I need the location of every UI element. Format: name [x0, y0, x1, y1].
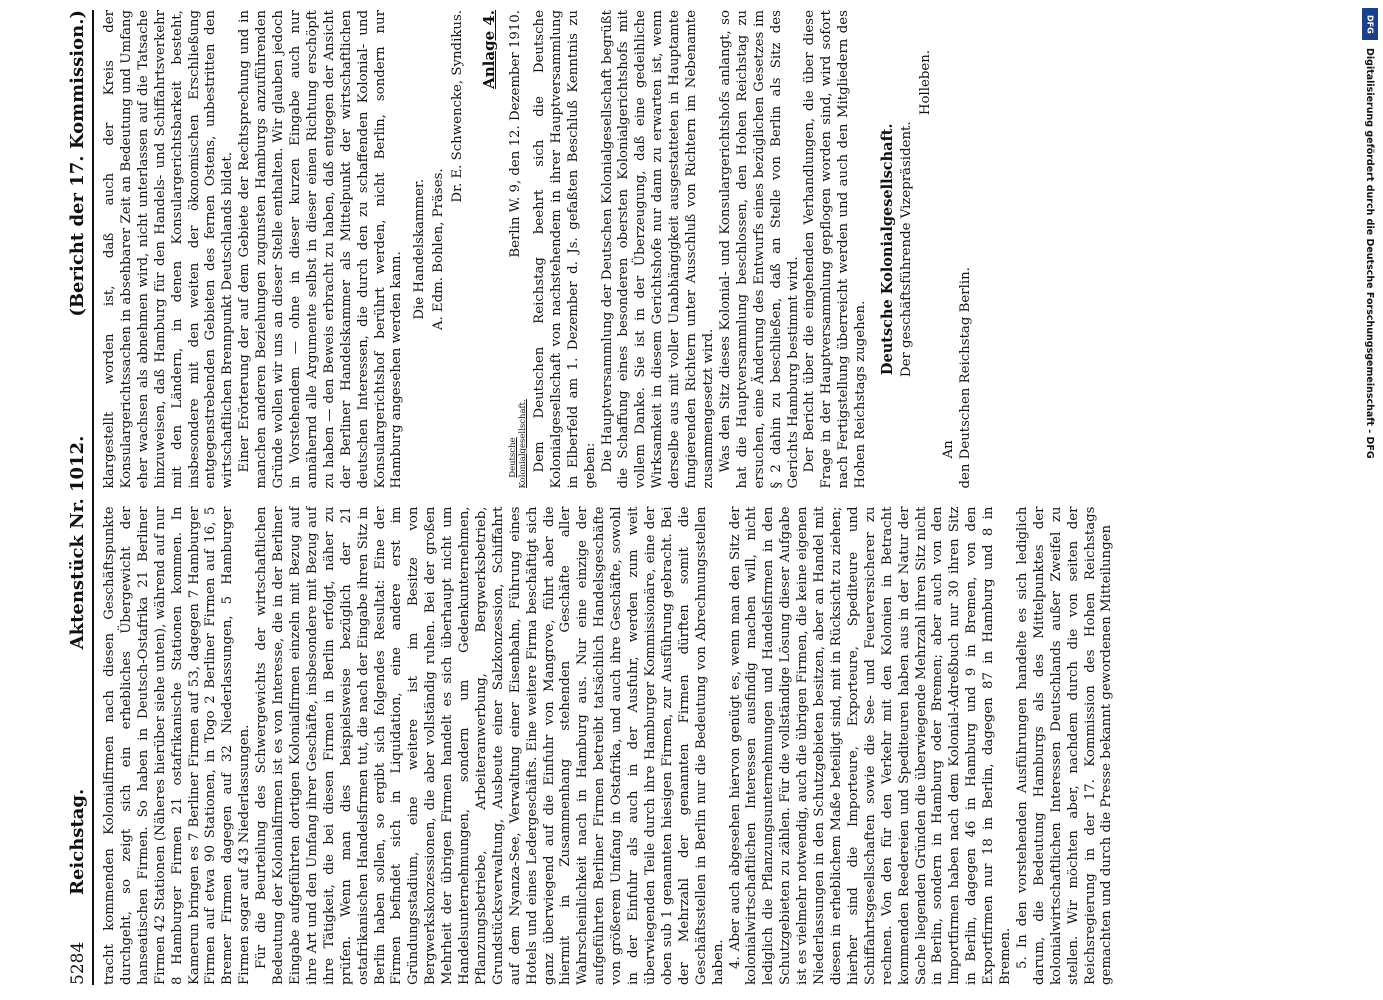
signature-role: Der geschäftsführende Vizepräsident.: [898, 121, 914, 378]
paragraph: Für die Beurteilung des Schwergewichts der wirtschaftlichen Bedeutung der Kolonialfirmen ist es von Interesse, die in der Berliner Eingabe aufgeführten dortigen Kolonialfirmen einzeln mit Bezug auf ihre Art und den Umfang ihrer Geschäfte, insbesondere mit Bezug auf ihre Tätigkeit, die bei diesen Firmen in Berlin erfolgt, näher zu prüfen. Wenn man dies beispielsweise bezüglich der 21 ostafrikanischen Handelsfirmen tut, die nach der Eingabe ihren Sitz in Berlin haben sollen, so ergibt sich folgendes Resultat: Eine der Firmen befindet sich in Liquidation, eine andere erst im Gründungsstadium, eine weitere ist im Besitze von Bergwerkskonzessionen, die aber vollständig ruhen. Bei der großen Mehrheit der übrigen Firmen handelt es sich überhaupt nicht um Handelsunternehmungen, sondern um Gedenkunternehmen, Pflanzungsbetriebe, Arbeiteranwerbung, Bergwerksbetrieb, Grundstücksverwaltung, Ausbeute einer Salzkonzession, Schiffahrt auf dem Nyanza-See, Verwaltung einer Eisenbahn, Führung eines Hotels und eines Ledergeschäfts. Eine weitere Firma beschäftigt sich ganz überwiegend auf die Einfuhr von Mangrove, führt aber die hiermit in Zusammenhang stehenden Geschäfte aller Wahrscheinlichkeit nach in Hamburg aus. Nur eine einzige der aufgeführten Berliner Firmen betreibt tatsächlich Handelsgeschäfte von größerem Umfang in Ostafrika, und auch ihre Geschäfte, sowohl in der Einfuhr als auch in der Ausfuhr, werden zum weit überwiegenden Teile durch ihre Hamburger Kommissionäre, eine der oben sub 1 genannten hiesigen Firmen, zur Ausführung gebracht. Bei der Mehrzahl der genannten Firmen dürften somit die Geschäftsstellen in Berlin nur die Bedeutung von Abrechnungsstellen haben.: [254, 506, 726, 985]
rotated-scan: [50, 10, 1325, 985]
margin-note: Deutsche Kolonialgesellschaft.: [507, 399, 528, 489]
dfg-logo: DFG: [1362, 8, 1378, 40]
paragraph: Der Bericht über die eingehenden Verhandlungen, die über diese Frage in der Hauptversammlung gepflogen worden sind, wird sofort nach Fertigstellung überreicht werden und auch den Mitgliedern des Hohen Reichstags zugehen.: [802, 10, 869, 489]
dateline: Berlin W. 9, den 12. Dezember 1910.: [507, 10, 523, 258]
signature-name: Holleben.: [917, 50, 933, 116]
column-right: [102, 10, 1317, 489]
signature-society: Deutsche Kolonialgesellschaft.: [879, 123, 897, 376]
paragraph: klargestellt worden ist, daß auch der Kreis der Konsulargerichtssachen in absehbarer Zeit an Bedeutung und Umfang eher wachsen als abnehmen wird, nicht unterlassen auf die Tatsache hinzuweisen, daß Hamburg für den Handels- und Schiffahrtsverkehr mit den Ländern, in denen Konsulargerichtsbarkeit besteht, insbesondere mit den weiten der ökonomischen Erschließung entgegenstrebenden Gebieten des fernen Ostens, unbestritten den wirtschaftlichen Brennpunkt Deutschlands bildet.: [102, 10, 236, 489]
dfg-credit: [1362, 8, 1378, 992]
paragraph: 5. In den vorstehenden Ausführungen handelte es sich lediglich darum, die Bedeutung Hamburgs als des Mittelpunktes der kolonialwirtschaftlichen Interessen Deutschlands außer Zweifel zu stellen. Wir möchten aber, nachdem durch die von seiten der Reichsregierung in der 17. Kommission des Hohen Reichstags gemachten und durch die Presse bekannt gewordenen Mitteilungen: [1014, 506, 1115, 985]
signature-org: Die Handelskammer.: [412, 178, 428, 320]
address-to: An: [940, 440, 956, 459]
paragraph: Die Hauptversammlung der Deutschen Kolonialgesellschaft begrüßt die Schaffung eines besonderen obersten Kolonialgerichtshofs mit vollem Danke. Sie ist in der Überzeugung, daß eine gedeihliche Wirksamkeit in diesem Gerichtshofe nur dann zu erwarten ist, wenn derselbe aus mit voller Unabhängigkeit ausgestatteten in Hauptamte fungierenden Richtern unter Ausschluß von Richtern im Nebenamte zusammengesetzt wird.: [599, 10, 716, 489]
dfg-text: Digitalisierung gefördert durch die Deutsche Forschungsgemeinschaft - DFG: [1364, 48, 1375, 459]
paragraph: Dem Deutschen Reichstag beehrt sich die Deutsche Kolonialgesellschaft von nachstehendem in ihrer Hauptversammlung in Elberfeld am 1. Dezember d. Js. gefaßten Beschluß Kenntnis zu geben:: [531, 10, 598, 489]
page-number: 5284: [68, 941, 88, 985]
address-recipient: den Deutschen Reichstag Berlin.: [957, 267, 973, 489]
paragraph: 4. Aber auch abgesehen hiervon genügt es, wenn man den Sitz der kolonialwirtschaftlichen Interessen ausfindig machen will, nicht lediglich die Pflanzungsunternehmungen und Handelsfirmen in den Schutzgebieten zu zählen. Für die vollständige Lösung dieser Aufgabe ist es vielmehr notwendig, auch die übrigen Firmen, die keine eigenen Niederlassungen in den Schutzgebieten besitzen, aber an Handel mit diesen in erheblichem Maße beteiligt sind, mit in Rücksicht zu ziehen; hierher sind die Importeure, Exporteure, Spediteure und Schiffahrtsgesellschaften sowie die See- und Feuerversicherer zu rechnen. Von den für den Verkehr mit den Kolonien in Betracht kommenden Reedereien und Spediteuren haben aus in der Natur der Sache liegenden Gründen die überwiegende Mehrzahl ihren Sitz nicht in Berlin, sondern in Hamburg oder Bremen; aber auch von den Importfirmen haben nach dem Kolonial-Adreßbuch nur 30 ihren Sitz in Berlin, dagegen 46 in Hamburg und 9 in Bremen, von den Exportfirmen nur 18 in Berlin, dagegen 87 in Hamburg und 8 in Bremen.: [727, 506, 1014, 985]
page-header: [50, 10, 94, 985]
paragraph: Einer Erörterung der auf dem Gebiete der Rechtsprechung und in manchen anderen Beziehungen zugunsten Hamburgs anzuführenden Gründe wollen wir uns an dieser Stelle enthalten. Wir glauben jedoch in Vorstehendem — ohne in dieser kurzen Eingabe auch nur annähernd alle Argumente selbst in dieser einen Richtung erschöpft zu haben — den Beweis erbracht zu haben, daß entgegen der Ansicht der Berliner Handelskammer als Mittelpunkt der wirtschaftlichen deutschen Interessen, die durch den zu schaffenden Kolonial- und Konsulargerichtshof berührt werden, nicht Berlin, sondern nur Hamburg angesehen werden kann.: [237, 10, 405, 489]
paragraph: Was den Sitz dieses Kolonial- und Konsulargerichtshofs anlangt, so hat die Hauptversammlung beschlossen, den Hohen Reichstag zu ersuchen, eine Änderung des Entwurfs eines bezüglichen Gesetzes im § 2 dahin zu beschließen, daß an Stelle von Berlin als Sitz des Gerichts Hamburg bestimmt wird.: [717, 10, 801, 489]
header-right-title: (Bericht der 17. Kommission.): [67, 10, 88, 317]
paragraph: tracht kommenden Kolonialfirmen nach diesen Geschäftspunkte durchgeht, so zeigt sich ein erhebliches Übergewicht der hanseatischen Firmen. So haben in Deutsch-Ostafrika 21 Berliner Firmen 42 Stationen (Näheres hierüber siehe unten), während auf nur 8 Hamburger Firmen 21 ostafrikanische Stationen kommen. In Kamerun bringen es 7 Berliner Firmen auf 53, dagegen 7 Hamburger Firmen auf etwa 90 Stationen, in Togo 2 Berliner Firmen auf 16, 5 Bremer Firmen dagegen auf 32 Niederlassungen, 5 Hamburger Firmen sogar auf 43 Niederlassungen.: [102, 506, 253, 985]
header-left-title: Reichstag.: [67, 788, 88, 895]
header-center-title: Aktenstück Nr. 1012.: [67, 435, 88, 650]
column-left: [102, 507, 1317, 986]
appendix-heading: Anlage 4.: [480, 10, 499, 89]
signature-syndic: Dr. E. Schwencke, Syndikus.: [450, 10, 466, 203]
signature-president: A. Edm. Bohlen, Präses.: [431, 168, 447, 331]
text-columns: [102, 10, 1317, 985]
